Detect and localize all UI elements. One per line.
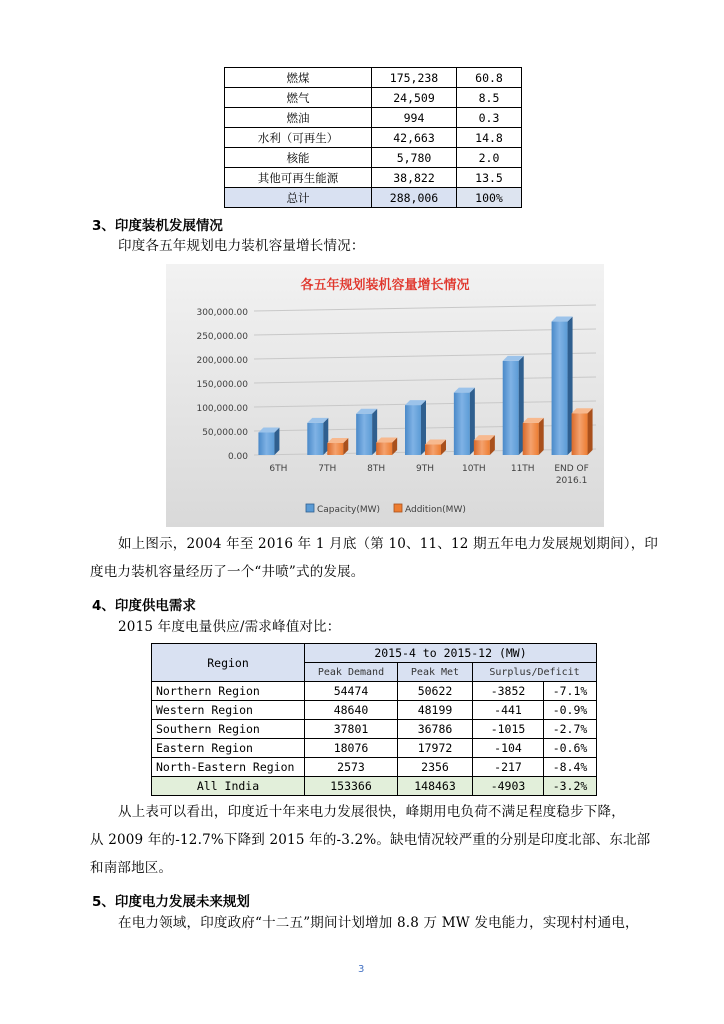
mix-percent: 2.0 [457, 148, 522, 168]
deficit-percent-cell: -0.6% [544, 739, 597, 758]
supply-row [152, 720, 597, 739]
mix-percent: 0.3 [457, 108, 522, 128]
mix-row [225, 68, 522, 88]
mix-row [225, 168, 522, 188]
supply-demand-table [151, 643, 597, 796]
deficit-percent-cell: -0.9% [544, 701, 597, 720]
legend-swatch [394, 504, 402, 512]
supply-row [152, 682, 597, 701]
mix-percent: 60.8 [457, 68, 522, 88]
capacity-growth-chart [166, 264, 604, 527]
mix-capacity: 5,780 [372, 148, 457, 168]
section-4-intro: 2015 年度电量供应/需求峰值对比： [118, 619, 341, 635]
para1-line2: 度电力装机容量经历了一个“井喷”式的发展。 [90, 564, 365, 580]
peak-demand-cell: 153366 [305, 777, 398, 796]
mix-source: 其他可再生能源 [225, 168, 372, 188]
deficit-percent-cell: -3.2% [544, 777, 597, 796]
section-5-heading: 5、印度电力发展未来规划 [92, 894, 250, 910]
capacity-bar [503, 361, 519, 455]
mix-source: 核能 [225, 148, 372, 168]
surplus-cell: -1015 [473, 720, 544, 739]
region-header: Region [152, 644, 305, 682]
peak-met-cell: 148463 [398, 777, 473, 796]
surplus-cell: -4903 [473, 777, 544, 796]
y-tick-label: 200,000.00 [196, 356, 248, 366]
supply-total-row [152, 777, 597, 796]
deficit-percent-cell: -8.4% [544, 758, 597, 777]
mix-source: 水利（可再生） [225, 128, 372, 148]
mix-capacity: 38,822 [372, 168, 457, 188]
x-tick-label: 11TH [510, 464, 535, 474]
mix-row [225, 88, 522, 108]
y-tick-label: 300,000.00 [196, 308, 248, 318]
mix-source: 燃煤 [225, 68, 372, 88]
peak-met-cell: 50622 [398, 682, 473, 701]
section-3-heading: 3、印度装机发展情况 [92, 218, 223, 234]
addition-bar [376, 443, 392, 455]
page-number: 3 [358, 964, 365, 975]
addition-bar [327, 443, 343, 455]
capacity-bar [552, 322, 568, 455]
mix-percent: 14.8 [457, 128, 522, 148]
x-tick-label: 8TH [367, 464, 386, 474]
capacity-bar [454, 393, 470, 455]
mix-percent: 13.5 [457, 168, 522, 188]
surplus-cell: -104 [473, 739, 544, 758]
peak-met-cell: 2356 [398, 758, 473, 777]
y-tick-label: 50,000.00 [202, 428, 248, 438]
mix-capacity: 288,006 [372, 188, 457, 208]
addition-bar [474, 440, 490, 455]
mix-percent: 100% [457, 188, 522, 208]
mix-capacity: 42,663 [372, 128, 457, 148]
region-cell: Northern Region [152, 682, 305, 701]
para2-line2: 从 2009 年的-12.7%下降到 2015 年的-3.2%。缺电情况较严重的分别是印度北部、东北部 [90, 832, 651, 848]
surplus-cell: -441 [473, 701, 544, 720]
peak-met-cell: 36786 [398, 720, 473, 739]
addition-bar [425, 444, 441, 455]
mix-capacity: 24,509 [372, 88, 457, 108]
mix-percent: 8.5 [457, 88, 522, 108]
peak-demand-cell: 54474 [305, 682, 398, 701]
peak-demand-cell: 48640 [305, 701, 398, 720]
bar-side [539, 418, 544, 455]
capacity-bar [356, 414, 372, 455]
region-cell: Western Region [152, 701, 305, 720]
supply-row [152, 701, 597, 720]
mix-row [225, 148, 522, 168]
period-header: 2015-4 to 2015-12 (MW) [305, 644, 597, 663]
para1-line1: 如上图示，2004 年至 2016 年 1 月底（第 10、11、12 期五年电力发展规划期间），印 [118, 536, 659, 552]
para2-line3: 和南部地区。 [90, 860, 173, 876]
y-tick-label: 250,000.00 [196, 332, 248, 342]
addition-bar [572, 413, 588, 455]
x-tick-label: 7TH [318, 464, 337, 474]
deficit-percent-cell: -7.1% [544, 682, 597, 701]
x-tick-label: END OF 2016.1 [554, 464, 589, 486]
para2-line1: 从上表可以看出，印度近十年来电力发展很快，峰期用电负荷不满足程度稳步下降， [118, 804, 625, 820]
mix-capacity: 994 [372, 108, 457, 128]
y-tick-label: 150,000.00 [196, 380, 248, 390]
x-tick-label: 6TH [269, 464, 288, 474]
peak-demand-cell: 2573 [305, 758, 398, 777]
surplus-cell: -3852 [473, 682, 544, 701]
peak-demand-cell: 18076 [305, 739, 398, 758]
section-3-intro: 印度各五年规划电力装机容量增长情况： [118, 238, 365, 254]
capacity-bar [307, 423, 323, 455]
peak-demand-cell: 37801 [305, 720, 398, 739]
energy-mix-table [224, 67, 522, 208]
legend-swatch [306, 504, 314, 512]
mix-source: 燃油 [225, 108, 372, 128]
section-5-line1: 在电力领域，印度政府“十二五”期间计划增加 8.8 万 MW 发电能力，实现村村通电， [118, 915, 639, 931]
region-cell: North-Eastern Region [152, 758, 305, 777]
peak-met-header: Peak Met [398, 663, 473, 682]
mix-capacity: 175,238 [372, 68, 457, 88]
x-tick-label: 9TH [416, 464, 434, 474]
region-cell: Eastern Region [152, 739, 305, 758]
peak-met-cell: 17972 [398, 739, 473, 758]
x-tick-label: 10TH [461, 464, 486, 474]
capacity-bar [258, 432, 274, 455]
mix-total-row [225, 188, 522, 208]
y-tick-label: 0.00 [227, 452, 248, 462]
mix-source: 燃气 [225, 88, 372, 108]
surplus-header: Surplus/Deficit [473, 663, 597, 682]
peak-met-cell: 48199 [398, 701, 473, 720]
mix-source: 总计 [225, 188, 372, 208]
peak-demand-header: Peak Demand [305, 663, 398, 682]
legend-label: Capacity(MW) [317, 505, 381, 515]
supply-row [152, 758, 597, 777]
addition-bar [523, 423, 539, 455]
section-4-heading: 4、印度供电需求 [92, 598, 196, 614]
supply-row [152, 739, 597, 758]
y-tick-label: 100,000.00 [196, 404, 248, 414]
region-cell: Southern Region [152, 720, 305, 739]
deficit-percent-cell: -2.7% [544, 720, 597, 739]
capacity-bar [405, 405, 421, 455]
legend-label: Addition(MW) [405, 505, 466, 515]
chart-title: 各五年规划装机容量增长情况 [300, 278, 470, 293]
region-cell: All India [152, 777, 305, 796]
mix-row [225, 128, 522, 148]
chart-background [166, 264, 604, 527]
bar-side [588, 408, 593, 455]
mix-row [225, 108, 522, 128]
surplus-cell: -217 [473, 758, 544, 777]
